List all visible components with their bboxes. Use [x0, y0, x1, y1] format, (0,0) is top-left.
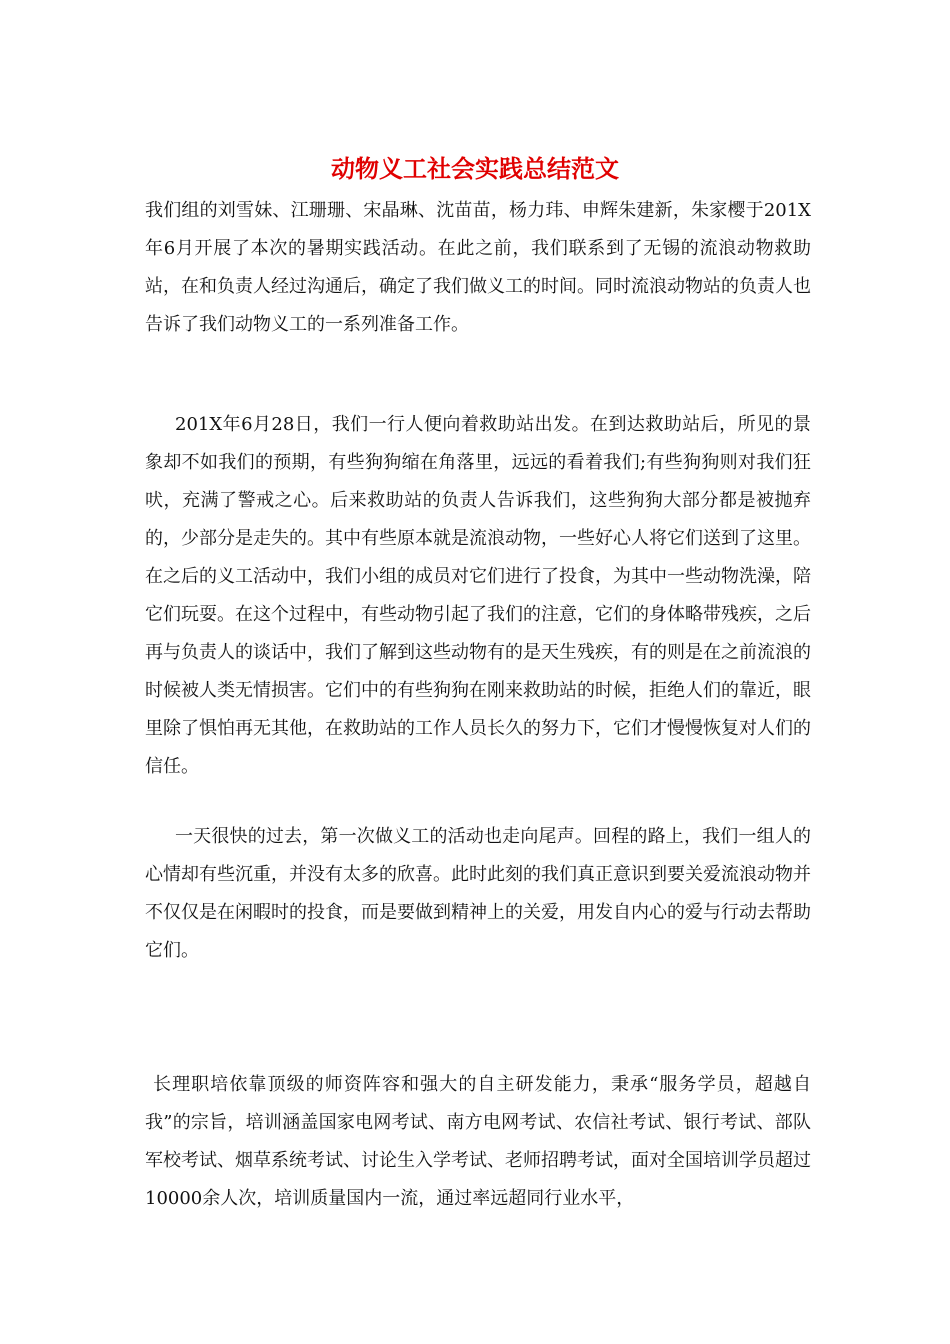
paragraph-visit: 201X年6月28日，我们一行人便向着救助站出发。在到达救助站后，所见的景象却不如我们的预期，有些狗狗缩在角落里，远远的看着我们;有些狗狗则对我们狂吠，充满了警戒之心。后来救助站的负责人告诉我们，这些狗狗大部分都是被抛弃的，少部分是走失的。其中有些原本就是流浪动物，一些好心人将它们送到了这里。在之后的义工活动中，我们小组的成员对它们进行了投食，为其中一些动物洗澡，陪它们玩耍。在这个过程中，有些动物引起了我们的注意，它们的身体略带残疾，之后再与负责人的谈话中，我们了解到这些动物有的是天生残疾，有的则是在之前流浪的时候被人类无情损害。它们中的有些狗狗在刚来救助站的时候，拒绝人们的靠近，眼里除了惧怕再无其他，在救助站的工作人员长久的努力下，它们才慢慢恢复对人们的信任。 [145, 414, 811, 777]
paragraph-reflection: 一天很快的过去，第一次做义工的活动也走向尾声。回程的路上，我们一组人的心情却有些沉重，并没有太多的欣喜。此时此刻的我们真正意识到要关爱流浪动物并不仅仅是在闲暇时的投食，而是要做到精神上的关爱，用发自内心的爱与行动去帮助它们。 [145, 826, 811, 961]
document-title: 动物义工社会实践总结范文 [331, 154, 619, 183]
paragraph-intro: 我们组的刘雪妹、江珊珊、宋晶琳、沈苗苗，杨力玮、申辉朱建新，朱家樱于201X年6月开展了本次的暑期实践活动。在此之前，我们联系到了无锡的流浪动物救助站，在和负责人经过沟通后，确定了我们做义工的时间。同时流浪动物站的负责人也告诉了我们动物义工的一系列准备工作。 [145, 200, 811, 335]
paragraph-advert: 长理职培依靠顶级的师资阵容和强大的自主研发能力，秉承“服务学员，超越自我”的宗旨，培训涵盖国家电网考试、南方电网考试、农信社考试、银行考试、部队军校考试、烟草系统考试、讨论生入学考试、老师招聘考试，面对全国培训学员超过10000余人次，培训质量国内一流，通过率远超同行业水平， [145, 1074, 811, 1209]
